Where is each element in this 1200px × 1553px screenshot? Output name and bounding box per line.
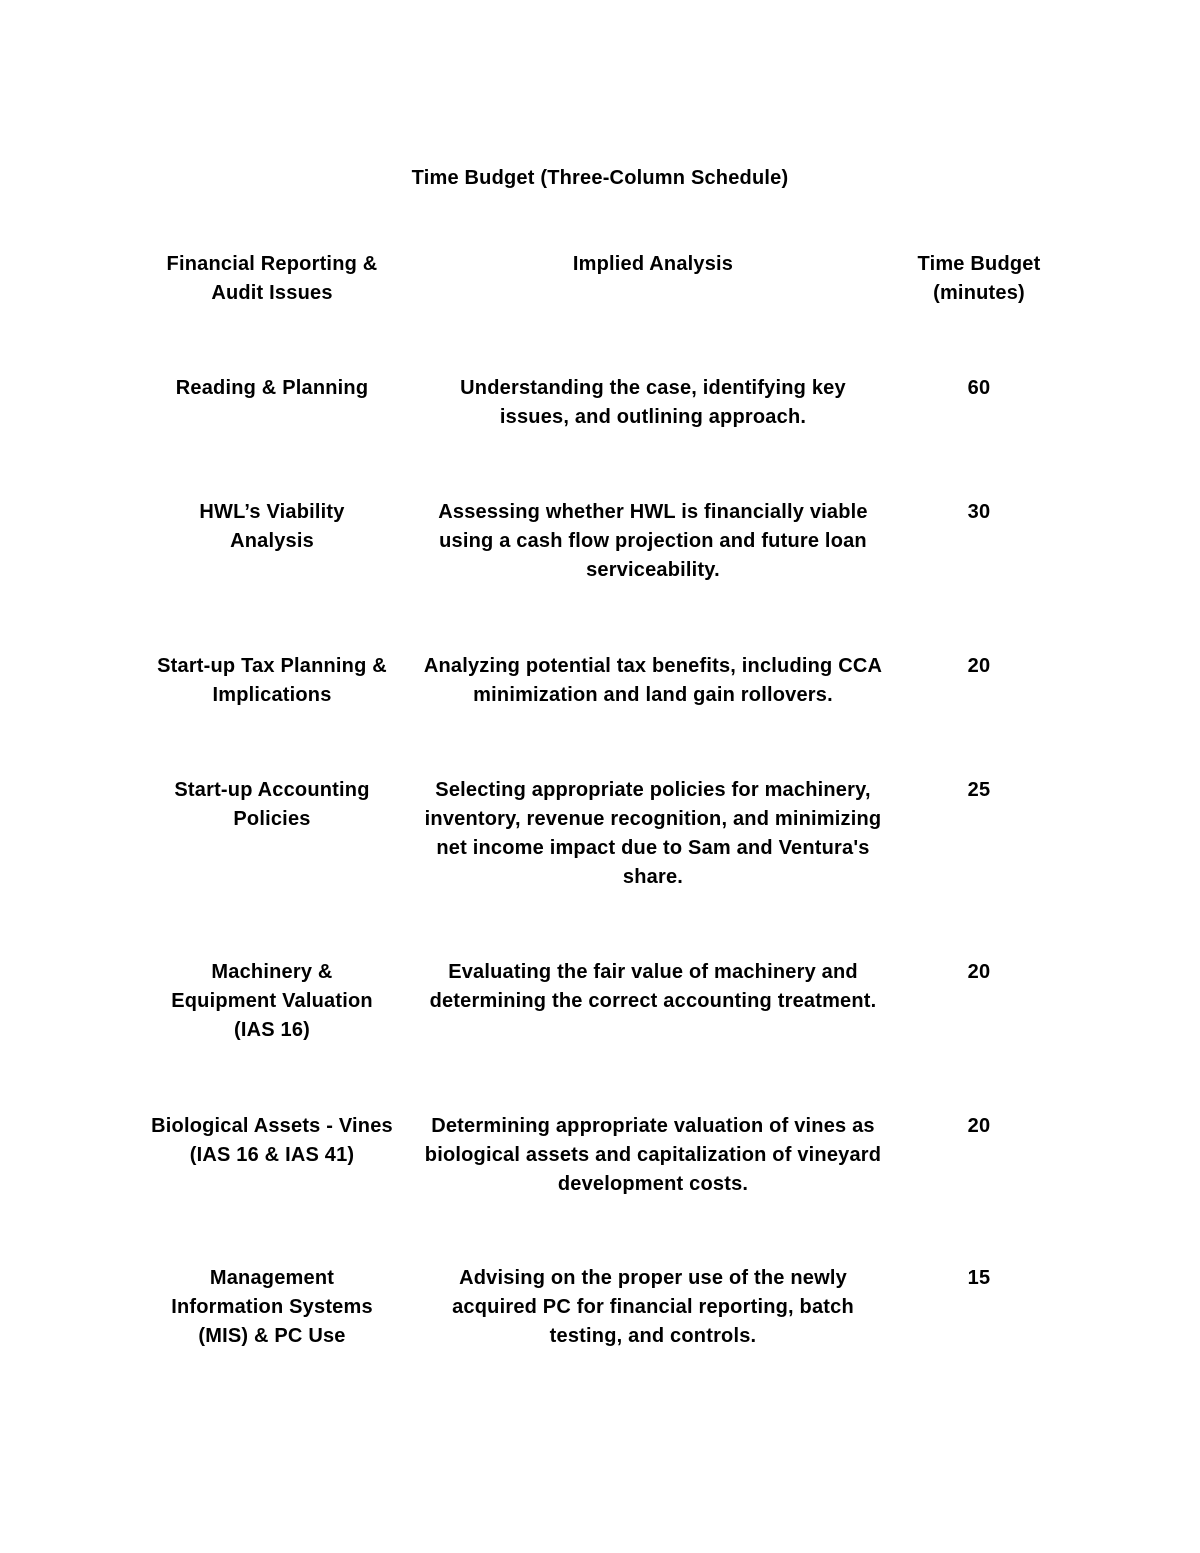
row-issue: Management Information Systems (MIS) & PC Use — [171, 1267, 373, 1347]
row-analysis: Determining appropriate valuation of vines as biological assets and capitalization of vineyard development costs. — [424, 1115, 882, 1195]
row-issue: Biological Assets - Vines (IAS 16 & IAS 41) — [151, 1115, 393, 1166]
row-minutes: 25 — [967, 779, 991, 801]
row-issue: Reading & Planning — [175, 377, 369, 399]
row-minutes: 20 — [967, 961, 991, 983]
header-financial-reporting-audit-issues: Financial Reporting & Audit Issues — [166, 253, 378, 304]
row-analysis: Assessing whether HWL is financially viable using a cash flow projection and future loan serviceability. — [438, 501, 868, 581]
row-analysis: Selecting appropriate policies for machinery, inventory, revenue recognition, and minimizing net income impact due to Sam and Ventura's share. — [424, 779, 882, 888]
row-analysis: Understanding the case, identifying key issues, and outlining approach. — [460, 377, 846, 428]
header-time-budget: Time Budget (minutes) — [917, 253, 1041, 304]
row-issue: HWL’s Viability Analysis — [199, 501, 345, 552]
row-minutes: 20 — [967, 655, 991, 677]
row-minutes: 30 — [967, 501, 991, 523]
row-issue: Start-up Accounting Policies — [174, 779, 370, 830]
row-issue: Machinery & Equipment Valuation (IAS 16) — [171, 961, 373, 1041]
header-implied-analysis: Implied Analysis — [572, 253, 734, 275]
document-title: Time Budget (Three-Column Schedule) — [411, 167, 789, 189]
row-minutes: 15 — [967, 1267, 991, 1289]
row-minutes: 20 — [967, 1115, 991, 1137]
row-analysis: Analyzing potential tax benefits, including CCA minimization and land gain rollovers. — [423, 655, 883, 706]
row-minutes: 60 — [967, 377, 991, 399]
row-issue: Start-up Tax Planning & Implications — [157, 655, 387, 706]
row-analysis: Evaluating the fair value of machinery and determining the correct accounting treatment. — [429, 961, 877, 1012]
row-analysis: Advising on the proper use of the newly acquired PC for financial reporting, batch testing, and controls. — [452, 1267, 854, 1347]
